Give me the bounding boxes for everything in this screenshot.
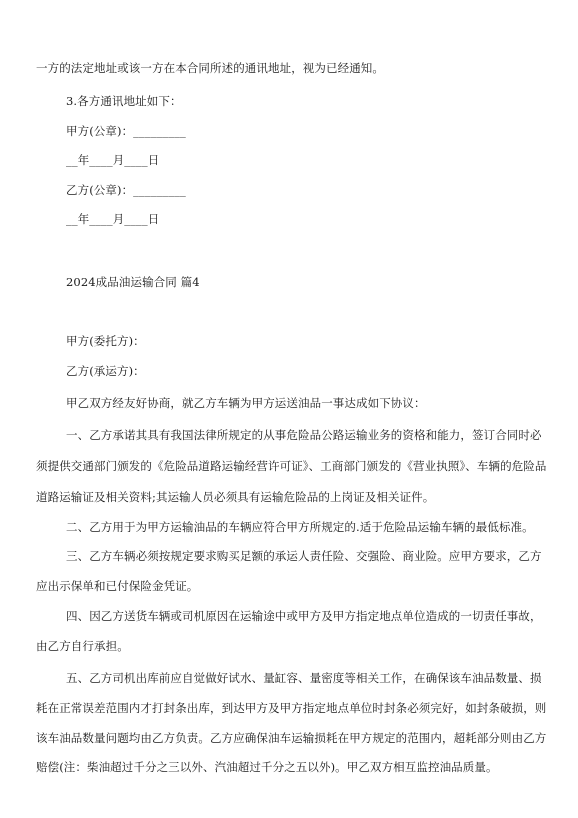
text-line: 四、因乙方送货车辆或司机原因在运输途中或甲方及甲方指定地点单位造成的一切责任事故， [66,609,542,623]
text-line: 甲方(委托方)： [66,334,145,348]
text-line: 乙方(承运方)： [66,364,145,378]
text-line: 应出示保单和已付保险金凭证。 [36,579,199,593]
text-line: 耗在正常误差范围内才打封条出库，到达甲方及甲方指定地点单位时封条必须完好，如封条破损，则 [36,701,547,715]
text-line: 三、乙方车辆必须按规定要求购买足额的承运人责任险、交强险、商业险。应甲方要求，乙方 [66,549,542,563]
text-line: 须提供交通部门颁发的《危险品道路运输经营许可证》、工商部门颁发的《营业执照》、车辆的危险品 [36,459,547,473]
text-line: 二、乙方用于为甲方运输油品的车辆应符合甲方所规定的.适于危险品运输车辆的最低标准。 [66,520,534,534]
text-line: 一、乙方承诺其具有我国法律所规定的从事危险品公路运输业务的资格和能力，签订合同时必 [66,428,542,442]
section-heading: 2024成品油运输合同 篇4 [66,275,200,289]
text-line: 五、乙方司机出库前应自觉做好试水、量缸容、量密度等相关工作，在确保该车油品数量、损 [66,671,542,685]
text-line: 由乙方自行承担。 [36,639,129,653]
text-line: __年____月____日 [66,212,160,226]
text-line: 该车油品数量问题均由乙方负责。乙方应确保油车运输损耗在甲方规定的范围内，超耗部分则由乙方 [36,731,547,745]
text-line: 一方的法定地址或该一方在本合同所述的通讯地址，视为已经通知。 [36,61,384,75]
text-line: 甲乙双方经友好协商，就乙方车辆为甲方运送油品一事达成如下协议： [66,396,426,410]
text-line: 赔偿(注：柴油超过千分之三以外、汽油超过千分之五以外)。甲乙双方相互监控油品质量。 [36,760,498,774]
text-line: 3.各方通讯地址如下： [66,94,182,108]
text-line: __年____月____日 [66,153,160,167]
text-line: 乙方(公章)：_________ [66,183,186,197]
text-line: 甲方(公章)：_________ [66,124,186,138]
text-line: 道路运输证及相关资料;其运输人员必须具有运输危险品的上岗证及相关证件。 [36,490,435,504]
